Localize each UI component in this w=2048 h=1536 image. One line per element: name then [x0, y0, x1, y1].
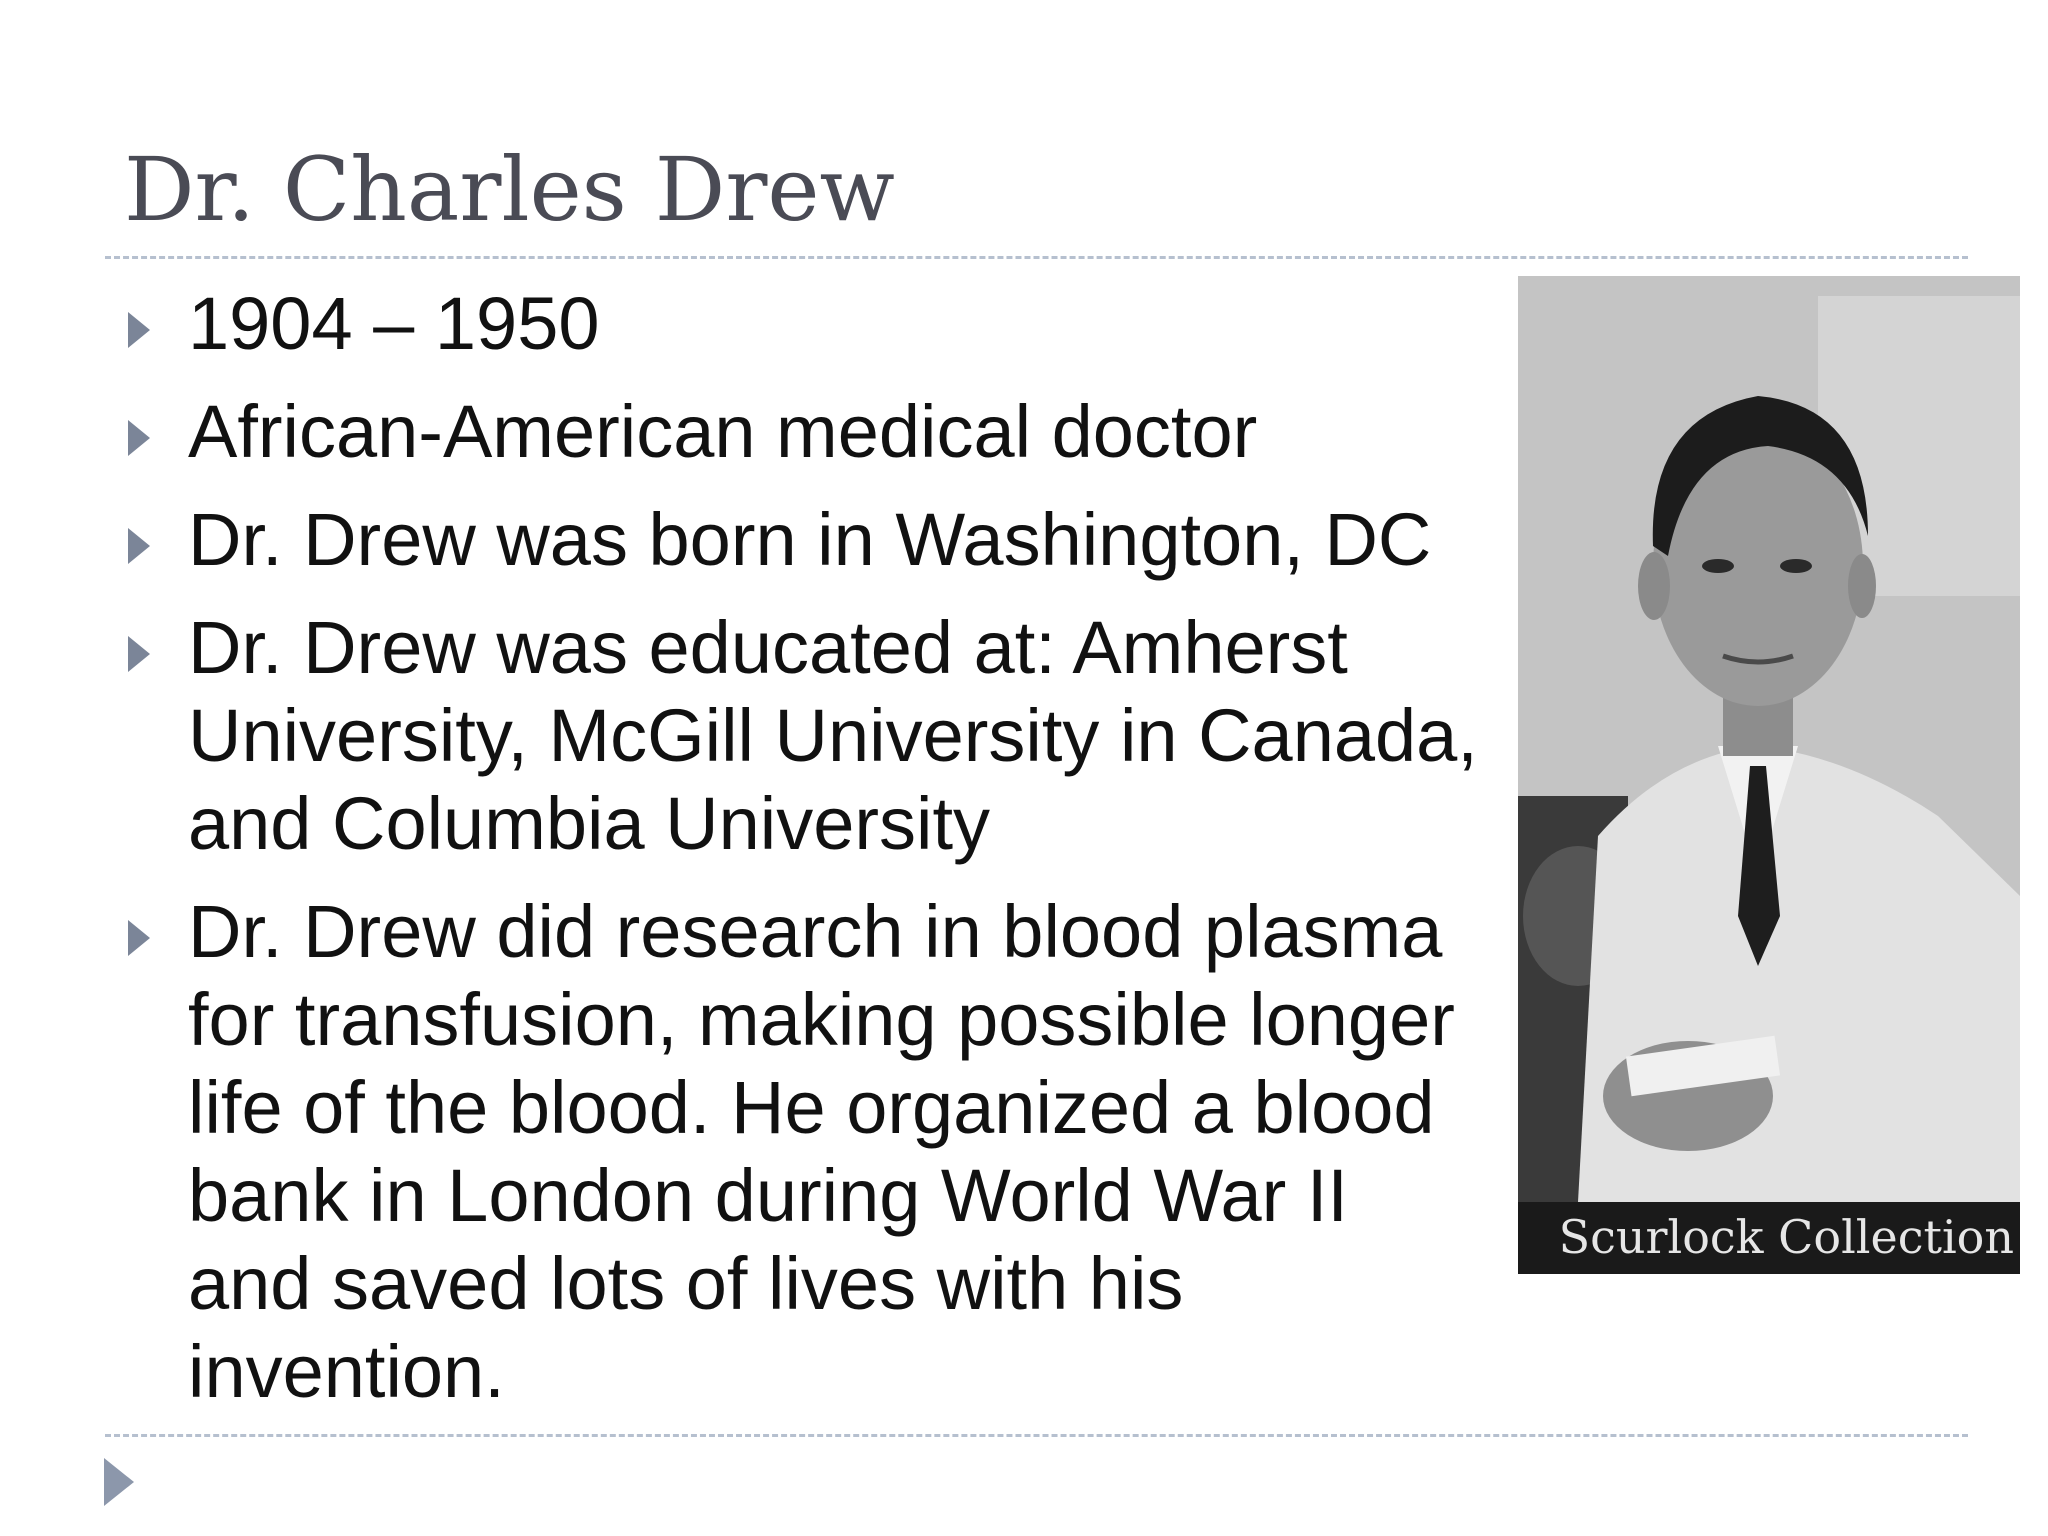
bullet-item	[120, 388, 1490, 476]
bullet-arrow-icon	[128, 420, 150, 456]
bullet-text: 1904 – 1950	[188, 282, 600, 365]
bullet-text: Dr. Drew was educated at: Amherst University, McGill University in Canada, and Columbia University	[188, 606, 1478, 865]
top-divider	[105, 256, 1968, 259]
bullet-item	[120, 280, 1490, 368]
slide-title: Dr. Charles Drew	[124, 138, 895, 241]
bullet-text: African-American medical doctor	[188, 390, 1258, 473]
bullet-item	[120, 888, 1490, 1416]
bottom-divider	[105, 1434, 1968, 1437]
bullet-item	[120, 496, 1490, 584]
bullet-arrow-icon	[128, 528, 150, 564]
bullet-list	[120, 280, 1490, 1436]
triangle-right-icon	[104, 1458, 134, 1506]
photo-caption: Scurlock Collection	[1558, 1210, 2014, 1264]
bullet-arrow-icon	[128, 920, 150, 956]
bullet-arrow-icon	[128, 636, 150, 672]
portrait-photo	[1518, 276, 2020, 1274]
bullet-arrow-icon	[128, 312, 150, 348]
bullet-text: Dr. Drew was born in Washington, DC	[188, 498, 1432, 581]
bullet-text: Dr. Drew did research in blood plasma for transfusion, making possible longer life of the blood. He organized a blood bank in London during World War II and saved lots of lives with his invention.	[188, 890, 1455, 1413]
bullet-item	[120, 604, 1490, 868]
portrait-illustration	[1518, 276, 2020, 1202]
